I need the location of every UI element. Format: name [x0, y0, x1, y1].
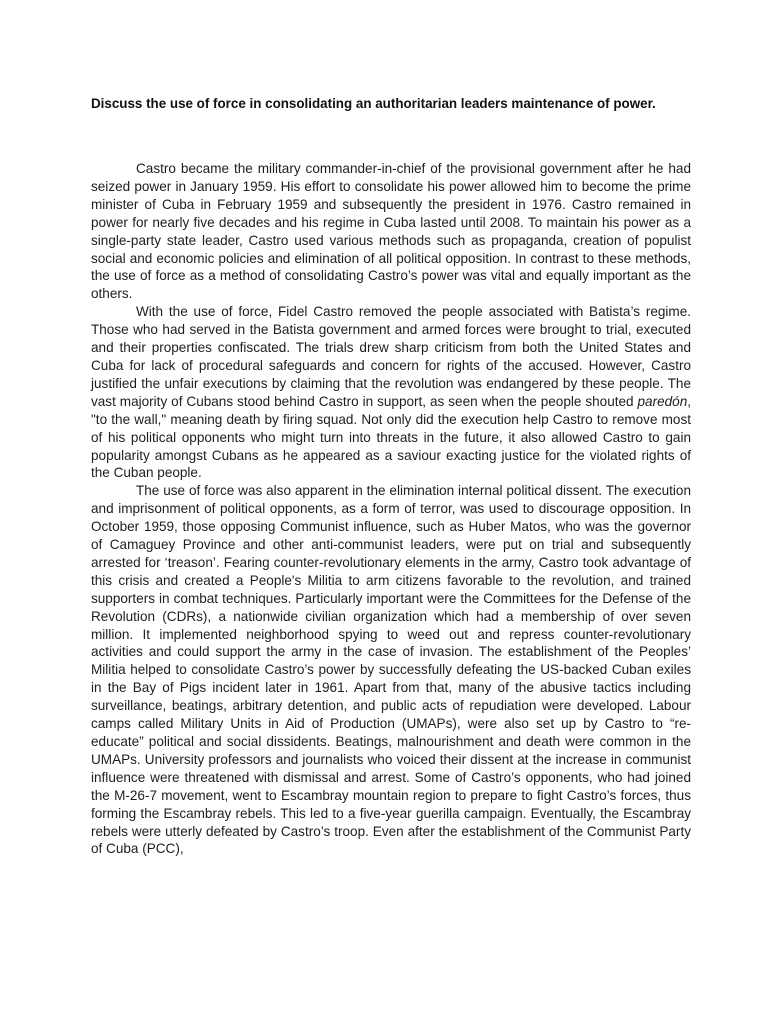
essay-body [91, 160, 691, 858]
essay-question-heading: Discuss the use of force in consolidating an authoritarian leaders maintenance of power. [91, 96, 656, 111]
paragraph-3 [91, 482, 691, 858]
paragraph-2-text-start: With the use of force, Fidel Castro removed the people associated with Batista’s regime. Those who had served in the Batista government and armed forces were brought to trial, executed and their properties confiscated. The trials drew sharp criticism from both the United States and Cuba for lack of procedural safeguards and concern for rights of the accused. However, Castro justified the unfair executions by claiming that the revolution was endangered by these people. The vast majority of Cubans stood behind Castro in support, as seen when the people shouted [91, 304, 691, 409]
paragraph-2-text-end: , "to the wall," meaning death by firing squad. Not only did the execution help Castro to remove most of his political opponents who might turn into threats in the future, it also allowed Castro to gain popularity amongst Cubans as he appeared as a saviour exacting justice for the violated rights of the Cuban people. [91, 393, 691, 481]
paragraph-1-text: Castro became the military commander-in-chief of the provisional government after he had seized power in January 1959. His effort to consolidate his power allowed him to become the prime minister of Cuba in February 1959 and subsequently the president in 1976. Castro remained in power for nearly five decades and his regime in Cuba lasted until 2008. To maintain his power as a single-party state leader, Castro used various methods such as propaganda, creation of populist social and economic policies and elimination of all political opposition. In contrast to these methods, the use of force as a method of consolidating Castro’s power was vital and equally important as the others. [91, 161, 691, 302]
paragraph-3-text: The use of force was also apparent in the elimination internal political dissent. The execution and imprisonment of political opponents, as a form of terror, was used to discourage opposition. In October 1959, those opposing Communist influence, such as Huber Matos, who was the governor of Camaguey Province and other anti-communist leaders, were put on trial and subsequently arrested for ‘treason’. Fearing counter-revolutionary elements in the army, Castro took advantage of this crisis and created a People's Militia to arm citizens favorable to the revolution, and trained supporters in combat techniques. Particularly important were the Committees for the Defense of the Revolution (CDRs), a nationwide civilian organization which had a membership of over seven million. It implemented neighborhood spying to weed out and repress counter-revolutionary activities and could support the army in the case of invasion. The establishment of the Peoples’ Militia helped to consolidate Castro’s power by successfully defeating the US-backed Cuban exiles in the Bay of Pigs incident later in 1961. Apart from that, many of the abusive tactics including surveillance, beatings, arbitrary detention, and public acts of repudiation were developed. Labour camps called Military Units in Aid of Production (UMAPs), were also set up by Castro to “re-educate” political and social dissidents. Beatings, malnourishment and death were common in the UMAPs. University professors and journalists who voiced their dissent at the increase in communist influence were threatened with dismissal and arrest. Some of Castro’s opponents, who had joined the M-26-7 movement, went to Escambray mountain region to prepare to fight Castro’s forces, thus forming the Escambray rebels. This led to a five-year guerilla campaign. Eventually, the Escambray rebels were utterly defeated by Castro’s troop. Even after the establishment of the Communist Party of Cuba (PCC), [91, 483, 691, 857]
paragraph-2 [91, 303, 691, 482]
paragraph-2-italic-term: paredón [637, 393, 688, 409]
paragraph-1 [91, 160, 691, 303]
